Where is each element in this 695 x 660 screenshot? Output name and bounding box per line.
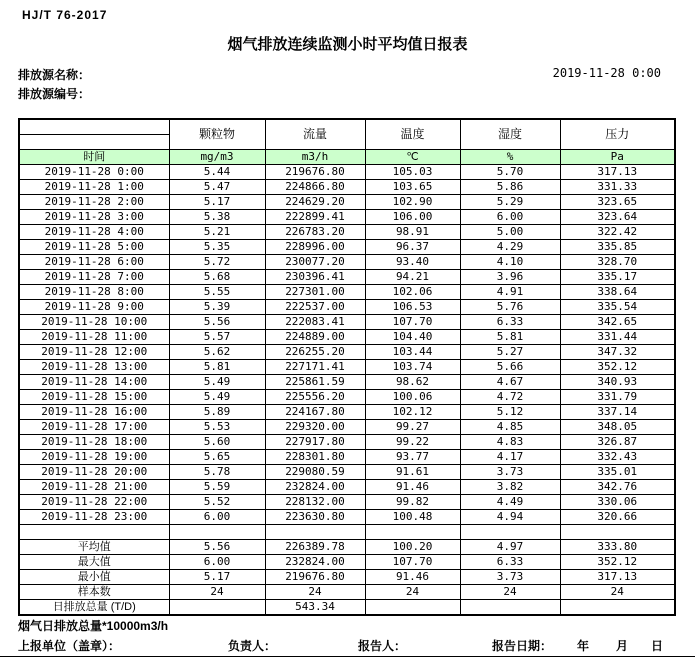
time-cell: 2019-11-28 18:00 <box>19 435 169 450</box>
value-cell: 226255.20 <box>265 345 365 360</box>
time-cell: 2019-11-28 9:00 <box>19 300 169 315</box>
value-cell: 352.12 <box>560 360 675 375</box>
value-cell: 5.65 <box>169 450 265 465</box>
unit-header: Pa <box>560 150 675 165</box>
time-cell: 2019-11-28 12:00 <box>19 345 169 360</box>
summary-row <box>19 585 675 600</box>
time-cell: 2019-11-28 19:00 <box>19 450 169 465</box>
standard-code: HJ/T 76-2017 <box>22 8 108 22</box>
value-cell: 320.66 <box>560 510 675 525</box>
value-cell: 93.40 <box>365 255 460 270</box>
value-cell: 228301.80 <box>265 450 365 465</box>
table-row <box>19 195 675 210</box>
day-label: 日 <box>651 639 664 653</box>
summary-value-cell: 352.12 <box>560 555 675 570</box>
summary-value-cell <box>460 600 560 616</box>
column-header: 温度 <box>365 119 460 150</box>
reporting-unit-label: 上报单位（盖章）： <box>18 639 121 653</box>
value-cell: 335.54 <box>560 300 675 315</box>
value-cell: 228996.00 <box>265 240 365 255</box>
bottom-divider <box>0 656 695 657</box>
value-cell: 328.70 <box>560 255 675 270</box>
value-cell: 230396.41 <box>265 270 365 285</box>
value-cell: 232824.00 <box>265 480 365 495</box>
summary-value-cell: 24 <box>365 585 460 600</box>
value-cell: 102.90 <box>365 195 460 210</box>
time-cell: 2019-11-28 2:00 <box>19 195 169 210</box>
value-cell: 100.06 <box>365 390 460 405</box>
unit-header: mg/m3 <box>169 150 265 165</box>
summary-value-cell <box>560 600 675 616</box>
value-cell: 5.68 <box>169 270 265 285</box>
value-cell: 106.53 <box>365 300 460 315</box>
value-cell: 227171.41 <box>265 360 365 375</box>
value-cell: 99.82 <box>365 495 460 510</box>
table-row <box>19 450 675 465</box>
summary-value-cell: 6.33 <box>460 555 560 570</box>
time-cell: 2019-11-28 1:00 <box>19 180 169 195</box>
value-cell: 5.39 <box>169 300 265 315</box>
value-cell: 5.81 <box>460 330 560 345</box>
value-cell: 5.17 <box>169 195 265 210</box>
value-cell: 94.21 <box>365 270 460 285</box>
value-cell: 4.49 <box>460 495 560 510</box>
value-cell: 226783.20 <box>265 225 365 240</box>
time-cell: 2019-11-28 11:00 <box>19 330 169 345</box>
table-row <box>19 360 675 375</box>
time-header-spacer <box>19 119 169 150</box>
time-cell: 2019-11-28 13:00 <box>19 360 169 375</box>
value-cell: 225556.20 <box>265 390 365 405</box>
table-row <box>19 465 675 480</box>
value-cell: 229080.59 <box>265 465 365 480</box>
column-header: 湿度 <box>460 119 560 150</box>
value-cell: 222083.41 <box>265 315 365 330</box>
value-cell: 331.79 <box>560 390 675 405</box>
summary-value-cell: 5.17 <box>169 570 265 585</box>
value-cell: 4.29 <box>460 240 560 255</box>
value-cell: 4.91 <box>460 285 560 300</box>
table-row <box>19 210 675 225</box>
blank-cell <box>460 525 560 540</box>
value-cell: 102.06 <box>365 285 460 300</box>
value-cell: 103.44 <box>365 345 460 360</box>
table-row <box>19 165 675 180</box>
blank-cell <box>265 525 365 540</box>
unit-header-row <box>19 150 675 165</box>
report-datetime: 2019-11-28 0:00 <box>552 66 661 80</box>
spacer-top <box>20 120 169 135</box>
table-row <box>19 510 675 525</box>
value-cell: 3.96 <box>460 270 560 285</box>
table-row <box>19 225 675 240</box>
value-cell: 5.47 <box>169 180 265 195</box>
value-cell: 5.62 <box>169 345 265 360</box>
value-cell: 5.55 <box>169 285 265 300</box>
table-row <box>19 270 675 285</box>
value-cell: 102.12 <box>365 405 460 420</box>
value-cell: 98.91 <box>365 225 460 240</box>
value-cell: 5.44 <box>169 165 265 180</box>
value-cell: 5.72 <box>169 255 265 270</box>
value-cell: 5.81 <box>169 360 265 375</box>
value-cell: 4.94 <box>460 510 560 525</box>
unit-header: % <box>460 150 560 165</box>
value-cell: 4.67 <box>460 375 560 390</box>
table-row <box>19 240 675 255</box>
summary-label: 最大值 <box>19 555 169 570</box>
page-title: 烟气排放连续监测小时平均值日报表 <box>227 36 468 53</box>
time-cell: 2019-11-28 15:00 <box>19 390 169 405</box>
summary-value-cell <box>169 600 265 616</box>
value-cell: 219676.80 <box>265 165 365 180</box>
table-row <box>19 435 675 450</box>
value-cell: 3.73 <box>460 465 560 480</box>
value-cell: 224889.00 <box>265 330 365 345</box>
table-row <box>19 390 675 405</box>
value-cell: 99.27 <box>365 420 460 435</box>
value-cell: 222537.00 <box>265 300 365 315</box>
time-cell: 2019-11-28 6:00 <box>19 255 169 270</box>
value-cell: 93.77 <box>365 450 460 465</box>
value-cell: 342.65 <box>560 315 675 330</box>
value-cell: 5.78 <box>169 465 265 480</box>
value-cell: 5.76 <box>460 300 560 315</box>
value-cell: 224629.20 <box>265 195 365 210</box>
time-cell: 2019-11-28 16:00 <box>19 405 169 420</box>
value-cell: 5.27 <box>460 345 560 360</box>
value-cell: 105.03 <box>365 165 460 180</box>
value-cell: 348.05 <box>560 420 675 435</box>
value-cell: 98.62 <box>365 375 460 390</box>
table-row <box>19 300 675 315</box>
value-cell: 6.33 <box>460 315 560 330</box>
summary-value-cell: 232824.00 <box>265 555 365 570</box>
blank-row <box>19 525 675 540</box>
value-cell: 227917.80 <box>265 435 365 450</box>
column-header: 颗粒物 <box>169 119 265 150</box>
summary-value-cell <box>365 600 460 616</box>
report-date-label: 报告日期： <box>492 639 553 653</box>
source-code-label: 排放源编号： <box>18 87 91 101</box>
time-cell: 2019-11-28 7:00 <box>19 270 169 285</box>
value-cell: 99.22 <box>365 435 460 450</box>
time-cell: 2019-11-28 3:00 <box>19 210 169 225</box>
value-cell: 5.56 <box>169 315 265 330</box>
value-cell: 227301.00 <box>265 285 365 300</box>
value-cell: 347.32 <box>560 345 675 360</box>
value-cell: 4.72 <box>460 390 560 405</box>
value-cell: 91.46 <box>365 480 460 495</box>
time-cell: 2019-11-28 21:00 <box>19 480 169 495</box>
value-cell: 335.01 <box>560 465 675 480</box>
value-cell: 5.70 <box>460 165 560 180</box>
blank-cell <box>560 525 675 540</box>
value-cell: 107.70 <box>365 315 460 330</box>
value-cell: 5.12 <box>460 405 560 420</box>
time-cell: 2019-11-28 0:00 <box>19 165 169 180</box>
table-row <box>19 345 675 360</box>
time-cell: 2019-11-28 4:00 <box>19 225 169 240</box>
summary-row <box>19 570 675 585</box>
summary-row <box>19 600 675 616</box>
responsible-person-label: 负责人： <box>228 639 277 653</box>
summary-value-cell: 5.56 <box>169 540 265 555</box>
table-row <box>19 375 675 390</box>
table-row <box>19 255 675 270</box>
value-cell: 4.17 <box>460 450 560 465</box>
value-cell: 106.00 <box>365 210 460 225</box>
value-cell: 5.66 <box>460 360 560 375</box>
summary-value-cell: 91.46 <box>365 570 460 585</box>
table-row <box>19 480 675 495</box>
blank-cell <box>365 525 460 540</box>
summary-row <box>19 540 675 555</box>
value-cell: 3.82 <box>460 480 560 495</box>
summary-value-cell: 107.70 <box>365 555 460 570</box>
total-emission-note: 烟气日排放总量*10000m3/h <box>18 619 169 633</box>
summary-value-cell: 24 <box>560 585 675 600</box>
summary-value-cell: 100.20 <box>365 540 460 555</box>
value-cell: 5.52 <box>169 495 265 510</box>
table-row <box>19 285 675 300</box>
value-cell: 6.00 <box>169 510 265 525</box>
value-cell: 342.76 <box>560 480 675 495</box>
value-cell: 5.35 <box>169 240 265 255</box>
value-cell: 5.49 <box>169 390 265 405</box>
value-cell: 91.61 <box>365 465 460 480</box>
blank-cell <box>169 525 265 540</box>
value-cell: 5.59 <box>169 480 265 495</box>
column-header: 压力 <box>560 119 675 150</box>
value-cell: 223630.80 <box>265 510 365 525</box>
value-cell: 335.17 <box>560 270 675 285</box>
time-cell: 2019-11-28 22:00 <box>19 495 169 510</box>
time-cell: 2019-11-28 8:00 <box>19 285 169 300</box>
time-cell: 2019-11-28 17:00 <box>19 420 169 435</box>
value-cell: 338.64 <box>560 285 675 300</box>
summary-label: 样本数 <box>19 585 169 600</box>
table-row <box>19 420 675 435</box>
table-row <box>19 405 675 420</box>
time-header: 时间 <box>19 150 169 165</box>
table-row <box>19 180 675 195</box>
value-cell: 5.29 <box>460 195 560 210</box>
value-cell: 4.83 <box>460 435 560 450</box>
value-cell: 96.37 <box>365 240 460 255</box>
value-cell: 103.65 <box>365 180 460 195</box>
value-cell: 230077.20 <box>265 255 365 270</box>
time-cell: 2019-11-28 23:00 <box>19 510 169 525</box>
column-header: 流量 <box>265 119 365 150</box>
value-cell: 5.89 <box>169 405 265 420</box>
value-cell: 224167.80 <box>265 405 365 420</box>
value-cell: 104.40 <box>365 330 460 345</box>
time-cell: 2019-11-28 5:00 <box>19 240 169 255</box>
time-cell: 2019-11-28 14:00 <box>19 375 169 390</box>
unit-header: m3/h <box>265 150 365 165</box>
value-cell: 323.65 <box>560 195 675 210</box>
value-cell: 5.86 <box>460 180 560 195</box>
value-cell: 326.87 <box>560 435 675 450</box>
value-cell: 323.64 <box>560 210 675 225</box>
reporter-label: 报告人： <box>358 639 407 653</box>
spacer-bottom <box>20 135 169 149</box>
value-cell: 317.13 <box>560 165 675 180</box>
value-cell: 5.53 <box>169 420 265 435</box>
summary-row <box>19 555 675 570</box>
value-cell: 6.00 <box>460 210 560 225</box>
summary-value-cell: 543.34 <box>265 600 365 616</box>
value-cell: 5.21 <box>169 225 265 240</box>
table-row <box>19 315 675 330</box>
summary-value-cell: 4.97 <box>460 540 560 555</box>
year-label: 年 <box>577 639 590 653</box>
summary-label: 最小值 <box>19 570 169 585</box>
value-cell: 103.74 <box>365 360 460 375</box>
value-cell: 228132.00 <box>265 495 365 510</box>
table-row <box>19 330 675 345</box>
value-cell: 100.48 <box>365 510 460 525</box>
month-label: 月 <box>616 639 629 653</box>
summary-value-cell: 6.00 <box>169 555 265 570</box>
value-cell: 4.10 <box>460 255 560 270</box>
value-cell: 5.00 <box>460 225 560 240</box>
value-cell: 332.43 <box>560 450 675 465</box>
unit-header: ℃ <box>365 150 460 165</box>
value-cell: 335.85 <box>560 240 675 255</box>
table-row <box>19 495 675 510</box>
value-cell: 5.49 <box>169 375 265 390</box>
summary-value-cell: 333.80 <box>560 540 675 555</box>
value-cell: 330.06 <box>560 495 675 510</box>
time-cell: 2019-11-28 20:00 <box>19 465 169 480</box>
time-cell: 2019-11-28 10:00 <box>19 315 169 330</box>
value-cell: 225861.59 <box>265 375 365 390</box>
summary-label: 日排放总量 (T/D) <box>19 600 169 616</box>
value-cell: 5.57 <box>169 330 265 345</box>
report-table <box>18 118 676 616</box>
value-cell: 340.93 <box>560 375 675 390</box>
value-cell: 4.85 <box>460 420 560 435</box>
table-header-row <box>19 119 675 150</box>
summary-value-cell: 226389.78 <box>265 540 365 555</box>
blank-cell <box>19 525 169 540</box>
summary-value-cell: 219676.80 <box>265 570 365 585</box>
value-cell: 331.44 <box>560 330 675 345</box>
value-cell: 229320.00 <box>265 420 365 435</box>
summary-value-cell: 24 <box>265 585 365 600</box>
source-name-label: 排放源名称： <box>18 68 91 82</box>
summary-label: 平均值 <box>19 540 169 555</box>
summary-value-cell: 24 <box>169 585 265 600</box>
value-cell: 331.33 <box>560 180 675 195</box>
value-cell: 222899.41 <box>265 210 365 225</box>
value-cell: 5.38 <box>169 210 265 225</box>
summary-value-cell: 317.13 <box>560 570 675 585</box>
summary-value-cell: 3.73 <box>460 570 560 585</box>
value-cell: 224866.80 <box>265 180 365 195</box>
summary-value-cell: 24 <box>460 585 560 600</box>
value-cell: 5.60 <box>169 435 265 450</box>
value-cell: 337.14 <box>560 405 675 420</box>
value-cell: 322.42 <box>560 225 675 240</box>
